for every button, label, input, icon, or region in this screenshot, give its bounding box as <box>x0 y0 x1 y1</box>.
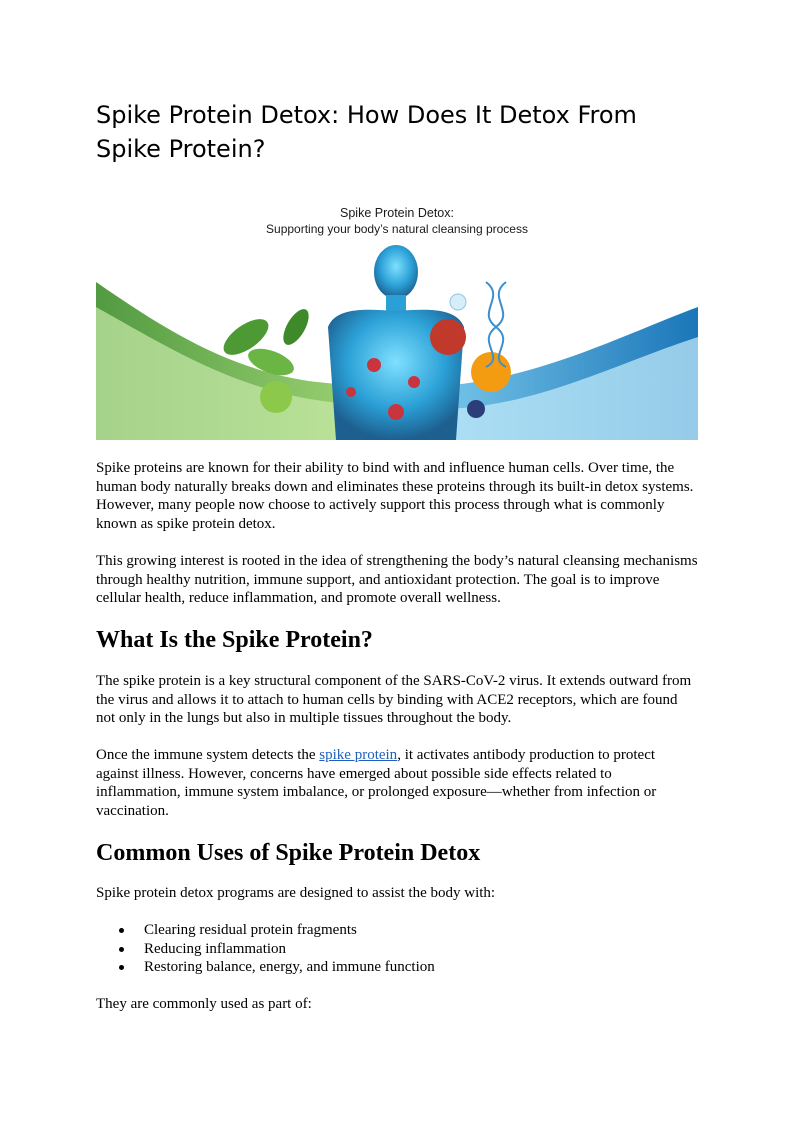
uses-list <box>96 921 698 977</box>
hero-caption-line1: Spike Protein Detox: <box>340 206 454 220</box>
blueberry-cluster <box>467 400 485 418</box>
bullet-icon <box>119 965 124 970</box>
section1-p2-before: Once the immune system detects the <box>96 747 320 763</box>
cell-bubble <box>450 294 466 310</box>
hero-caption-line2: Supporting your body’s natural cleansing process <box>266 222 528 236</box>
hero-caption <box>96 205 698 237</box>
bullet-icon <box>119 947 124 952</box>
section2-paragraph-1: Spike protein detox programs are designed to assist the body with: <box>96 885 496 901</box>
orange <box>471 352 511 392</box>
list-item <box>96 940 698 959</box>
hero-image <box>96 187 698 440</box>
section1-paragraph-2 <box>96 746 698 820</box>
spike-protein-link[interactable]: spike protein <box>319 747 398 763</box>
list-item <box>96 921 698 940</box>
leaf-3 <box>278 305 314 349</box>
intro-paragraph-2: This growing interest is rooted in the idea of strengthening the body’s natural cleansing mechanisms through healthy nutrition, immune support, and antioxidant protection. The goal is to improve cellular health, reduce inflammation, and promote overall wellness. <box>96 553 698 607</box>
list-item-text: Clearing residual protein fragments <box>144 922 357 938</box>
section1-paragraph-1: The spike protein is a key structural component of the SARS-CoV-2 virus. It extends outward from the virus and allows it to attach to human cells by binding with ACE2 receptors, which are found not only in the lungs but also in multiple tissues throughout the body. <box>96 673 692 727</box>
intro-paragraph-1: Spike proteins are known for their ability to bind with and influence human cells. Over time, the human body naturally breaks down and eliminates these proteins through its built-in detox systems. However, many people now choose to actively support this process through what is commonly known as spike protein detox. <box>96 460 694 532</box>
list-item <box>96 958 698 977</box>
apple <box>430 319 466 355</box>
section1-p2-after: , it activates antibody production to protect against illness. However, concerns have emerged about possible side effects related to inflammation, immune system imbalance, or prolonged exposure—whether from infection or vaccination. <box>96 747 657 819</box>
section2-paragraph-2: They are commonly used as part of: <box>96 996 312 1012</box>
lime <box>260 381 292 413</box>
page-title: Spike Protein Detox: How Does It Detox From Spike Protein? <box>96 101 637 163</box>
list-item-text: Restoring balance, energy, and immune function <box>144 959 435 976</box>
section-heading-spike-protein: What Is the Spike Protein? <box>96 627 373 653</box>
list-item-text: Reducing inflammation <box>144 940 287 957</box>
section-heading-common-uses: Common Uses of Spike Protein Detox <box>96 840 481 866</box>
bullet-icon <box>119 928 124 933</box>
